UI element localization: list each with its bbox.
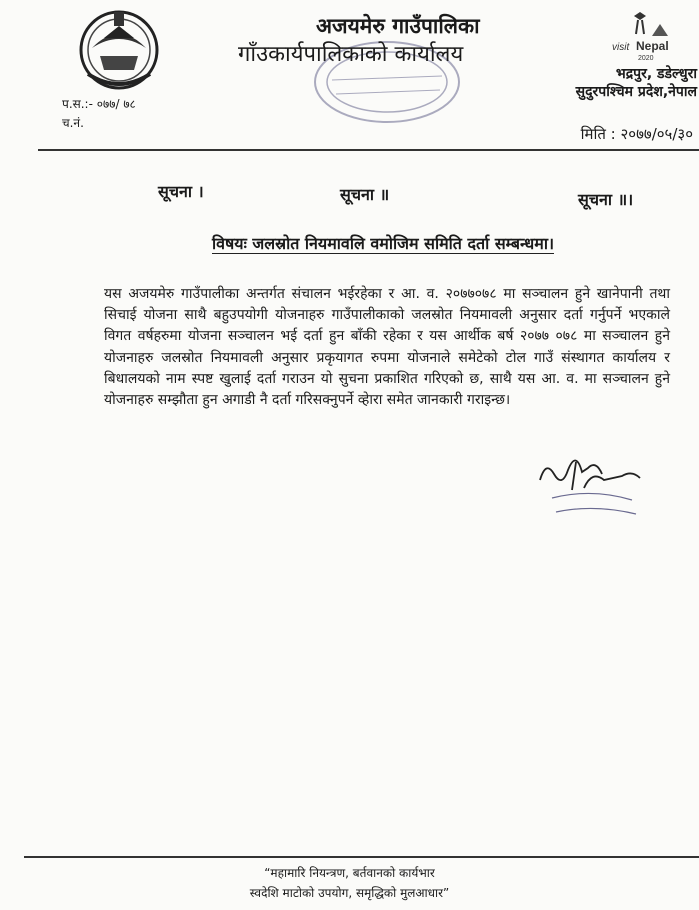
office-subtitle: गाँउकार्यपालिकाको कार्यालय	[238, 42, 464, 67]
address-line-1: भद्रपुर, डडेल्धुरा	[615, 66, 697, 82]
address-line-2: सुदुरपश्चिम प्रदेश,नेपाल	[575, 84, 697, 100]
notice-heading-3: सूचना ॥।	[578, 190, 634, 209]
office-title: अजयमेरु गाउँपालिका	[316, 14, 480, 38]
visit-nepal-logo-icon	[612, 10, 682, 62]
notice-heading-2: सूचना ॥	[340, 185, 390, 204]
header-divider	[38, 149, 699, 151]
nepal-emblem-icon	[78, 8, 160, 92]
letter-body: यस अजयमेरु गाउँपालीका अन्तर्गत संचालन भईरहेका र आ. व. २०७७०७८ मा सञ्चालन हुने खानेपानी तथा सिचाई योजना साथै बहुउपयोगी योजनाहरु गाउँपालीकाको जलस्रोत नियमावली अनुसार दर्ता गर्नुपर्ने भएकाले विगत वर्षहरुमा योजना सञ्चालन भई दर्ता हुन बाँकी रहेका र यस आर्थीक बर्ष २०७७ ०७८ मा सञ्चालन हुने योजनाहरु जलस्रोत नियमावली अनुसार प्रकृयागत रुपमा योजनाले समेटेको टोल गाउँ संस्थागत कार्यालय र बिधालयको नाम स्पष्ट खुलाई दर्ता गराउन यो सुचना प्रकाशित गरिएको छ, साथै यस आ. व. मा सञ्चालन हुने योजनाहरु सम्झौता हुन अगाडी नै दर्ता गरिसक्नुपर्ने व्हेारा समेत जानकारी गराइन्छ।	[104, 286, 670, 409]
svg-text:visit: visit	[612, 42, 630, 53]
svg-text:2020: 2020	[638, 55, 654, 62]
footer-slogan-line-2: स्वदेशि माटोको उपयोग, समृद्धिको मुलआधार”	[249, 886, 450, 900]
dispatch-number: च.नं.	[62, 116, 84, 130]
notice-heading-1: सूचना ।	[158, 182, 204, 201]
reference-number: प.स.:- ०७७/ ७८	[62, 97, 136, 111]
footer-slogan-line-1: “महामारि नियन्त्रण, बर्तवानको कार्यभार	[264, 866, 435, 880]
footer-divider	[24, 856, 699, 858]
subject-text: विषयः जलस्रोत नियमावलि वमोजिम समिति दर्ता सम्बन्धमा।	[212, 234, 555, 253]
signature-icon	[532, 440, 652, 520]
letter-date: मिति : २०७७/०५/३०	[580, 125, 693, 143]
letter-subject	[212, 232, 554, 254]
svg-text:Nepal: Nepal	[636, 39, 669, 53]
